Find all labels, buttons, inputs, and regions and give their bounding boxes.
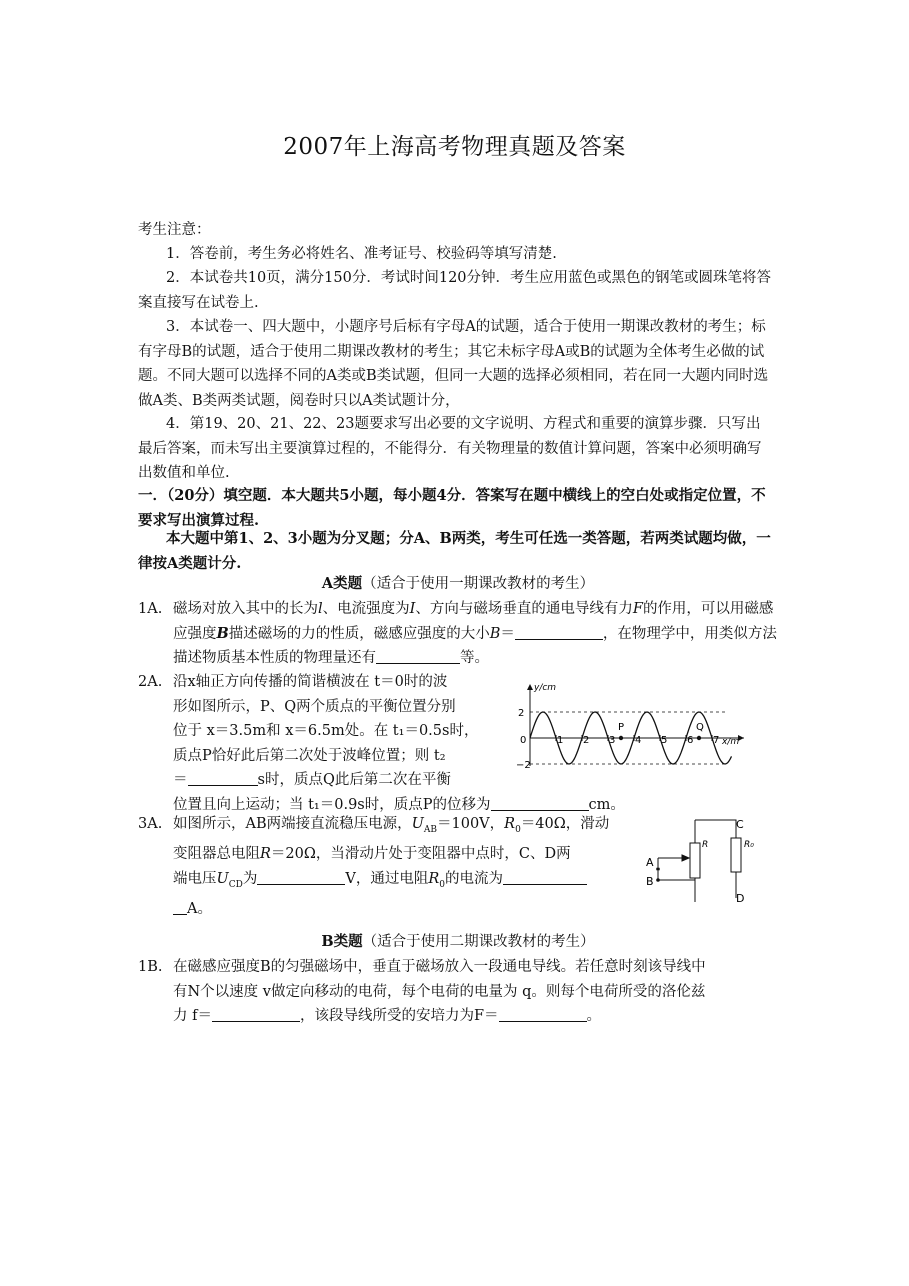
q1A-var-i: I [409,601,416,617]
notice-item-4: 4．第19、20、21、22、23题要求写出必要的文字说明、方程式和重要的演算步骤．只写出最后答案，而未写出主要演算过程的，不能得分．有关物理量的数值计算问题，答案中必须明确写出数值和单位. [138,416,762,481]
q3A-text: ＝20Ω，当滑动片处于变阻器中点时，C、D两 [270,846,571,863]
y-axis-arrow [527,684,533,690]
x-tick-label: 3 [609,735,616,746]
q3A-text: 如图所示，AB两端接直流稳压电源， [173,816,412,832]
q2A-line: 质点P恰好此后第二次处于波峰位置；则 t₂ [173,747,446,764]
answer-blank[interactable] [376,648,460,664]
q2A-text: ＝ [173,772,188,788]
q1A-text: 的作用，可以用磁感应强度 [173,601,774,642]
answer-blank[interactable] [212,1006,300,1022]
q1A-var-f: F [632,601,643,617]
answer-blank[interactable] [503,869,587,885]
question-number: 1A. [138,601,163,617]
circuit-label-d: D [736,892,745,905]
q1B-text: 。 [586,1008,602,1024]
y-axis-label: y/cm [534,683,557,693]
q1A-text: 描述磁场的力的性质，磁感应强度的大小 [228,625,490,642]
q2A-text: cm。 [588,796,625,813]
groupB-note: （适合于使用二期课改教材的考生） [362,934,595,950]
x-tick-label: 4 [635,735,642,746]
circuit-label-a: A [646,856,654,869]
circuit-label-b: B [646,875,654,888]
q3A-text: A。 [187,901,212,918]
answer-blank[interactable] [173,899,187,915]
q3A-var: U [216,870,229,887]
x-axis-label: x/m [722,737,740,747]
question-number: 3A. [138,816,163,832]
point-label-q: Q [696,722,704,733]
q1A-text: ＝ [500,625,515,642]
q2A-text: 位置且向上运动；当 t₁＝0.9s时，质点P的位移为 [173,796,491,813]
answer-blank[interactable] [257,869,345,885]
x-tick-label: 2 [583,735,590,746]
q3A-text: ＝40Ω，滑动 [520,816,610,832]
q3A-var: R [260,846,271,863]
answer-blank[interactable] [188,770,258,786]
q2A-line: 位于 x＝3.5m和 x＝6.5m处。在 t₁＝0.5s时， [173,723,479,739]
q3A-sub: 0 [439,879,445,890]
q1A-var-l: l [318,601,323,617]
question-3A [138,812,638,922]
circuit-label-c: C [736,818,744,831]
q3A-var: R [428,870,440,887]
q3A-sub: 0 [515,824,521,835]
x-tick-label: 7 [713,735,720,746]
q1A-text: ，在物理学中，用类似方法描述物质基本性质的物理量还有 [173,625,777,666]
q3A-text: 的电流为 [444,870,503,887]
groupA-heading [138,572,778,597]
wave-graph [500,680,785,780]
y-tick-label: −2 [516,760,531,771]
answer-blank[interactable] [515,624,603,640]
q3A-text: V，通过电阻 [345,870,429,887]
q1A-text: 、方向与磁场垂直的通电导线有力 [415,601,633,617]
q3A-sub: CD [228,879,243,890]
notice-item-3: 3．本试卷一、四大题中，小题序号后标有字母A的试题，适合于使用一期课改教材的考生；标有字母B的试题，适合于使用二期课改教材的考生；其它未标字母A或B的试题为全体考生必做的试题。不同大题可以选择不同的A类或B类试题，但同一大题的选择必须相同，若在同一大题内同时选做A类、B类两类试题，阅卷时只以A类试题计分， [138,319,769,409]
q1A-var-b: B [216,624,229,642]
point-p [619,736,623,740]
x-tick-label: 0 [520,735,527,746]
q2A-line: 沿x轴正方向传播的简谐横波在 t＝0时的波 [173,674,448,690]
circuit-label-r0: R₀ [744,840,754,850]
notice-heading: 考生注意： [138,222,211,238]
x-tick-label: 5 [661,735,668,746]
question-1A [138,597,778,671]
q3A-text: 变阻器总电阻 [173,846,260,863]
q3A-text: 端电压 [173,870,217,887]
answer-blank[interactable] [499,1006,587,1022]
q1B-line: 在磁感应强度B的匀强磁场中，垂直于磁场放入一段通电导线。若任意时刻该导线中 [173,959,706,975]
section1-heading: 一．（20分）填空题．本大题共5小题，每小题4分．答案写在题中横线上的空白处或指定位置，不要求写出演算过程. [138,487,766,529]
notice-item-2: 2．本试卷共10页，满分150分．考试时间120分钟．考生应用蓝色或黑色的钢笔或圆珠笔将答案直接写在试卷上. [138,270,772,311]
q1A-text: 等。 [460,650,489,666]
page-title: 2007年上海高考物理真题及答案 [283,134,626,160]
q1B-text: ，该段导线所受的安培力为F＝ [299,1008,499,1024]
q1A-text: 磁场对放入其中的长为 [173,601,318,617]
q3A-text: ＝100V， [437,816,505,832]
q1B-line: 有N个以速度 v做定向移动的电荷，每个电荷的电量为 q。则每个电荷所受的洛伦兹 [173,983,706,1000]
x-tick-label: 6 [687,735,694,746]
question-number: 1B. [138,959,163,975]
q2A-line: 形如图所示，P、Q两个质点的平衡位置分别 [173,698,456,715]
q1B-text: 力 f＝ [173,1008,212,1024]
y-tick-label: 2 [518,708,525,719]
question-1B [138,955,778,1029]
groupA-label: A类题 [321,575,363,592]
q3A-var: U [411,816,424,832]
section1-subheading: 本大题中第1、2、3小题为分叉题；分A、B两类，考生可任选一类答题，若两类试题均做，一律按A类题计分. [138,530,771,572]
point-label-p: P [618,722,625,733]
circuit-label-r: R [702,840,709,850]
groupA-note: （适合于使用一期课改教材的考生） [362,576,595,592]
q3A-sub: AB [423,824,437,835]
groupB-heading [138,930,778,955]
groupB-label: B类题 [321,933,363,950]
q3A-var: R [504,816,516,832]
notice-item-1: 1．答卷前，考生务必将姓名、准考证号、校验码等填写清楚. [166,246,557,262]
q2A-text: s时，质点Q此后第二次在平衡 [257,772,451,788]
x-tick-label: 1 [557,735,564,746]
q1A-text: 、电流强度为 [322,601,410,617]
circuit-diagram [640,810,770,905]
point-q [697,736,701,740]
q1A-var-b2: B [489,625,501,642]
question-number: 2A. [138,674,163,690]
answer-blank[interactable] [491,795,589,811]
q3A-text: 为 [242,870,258,887]
